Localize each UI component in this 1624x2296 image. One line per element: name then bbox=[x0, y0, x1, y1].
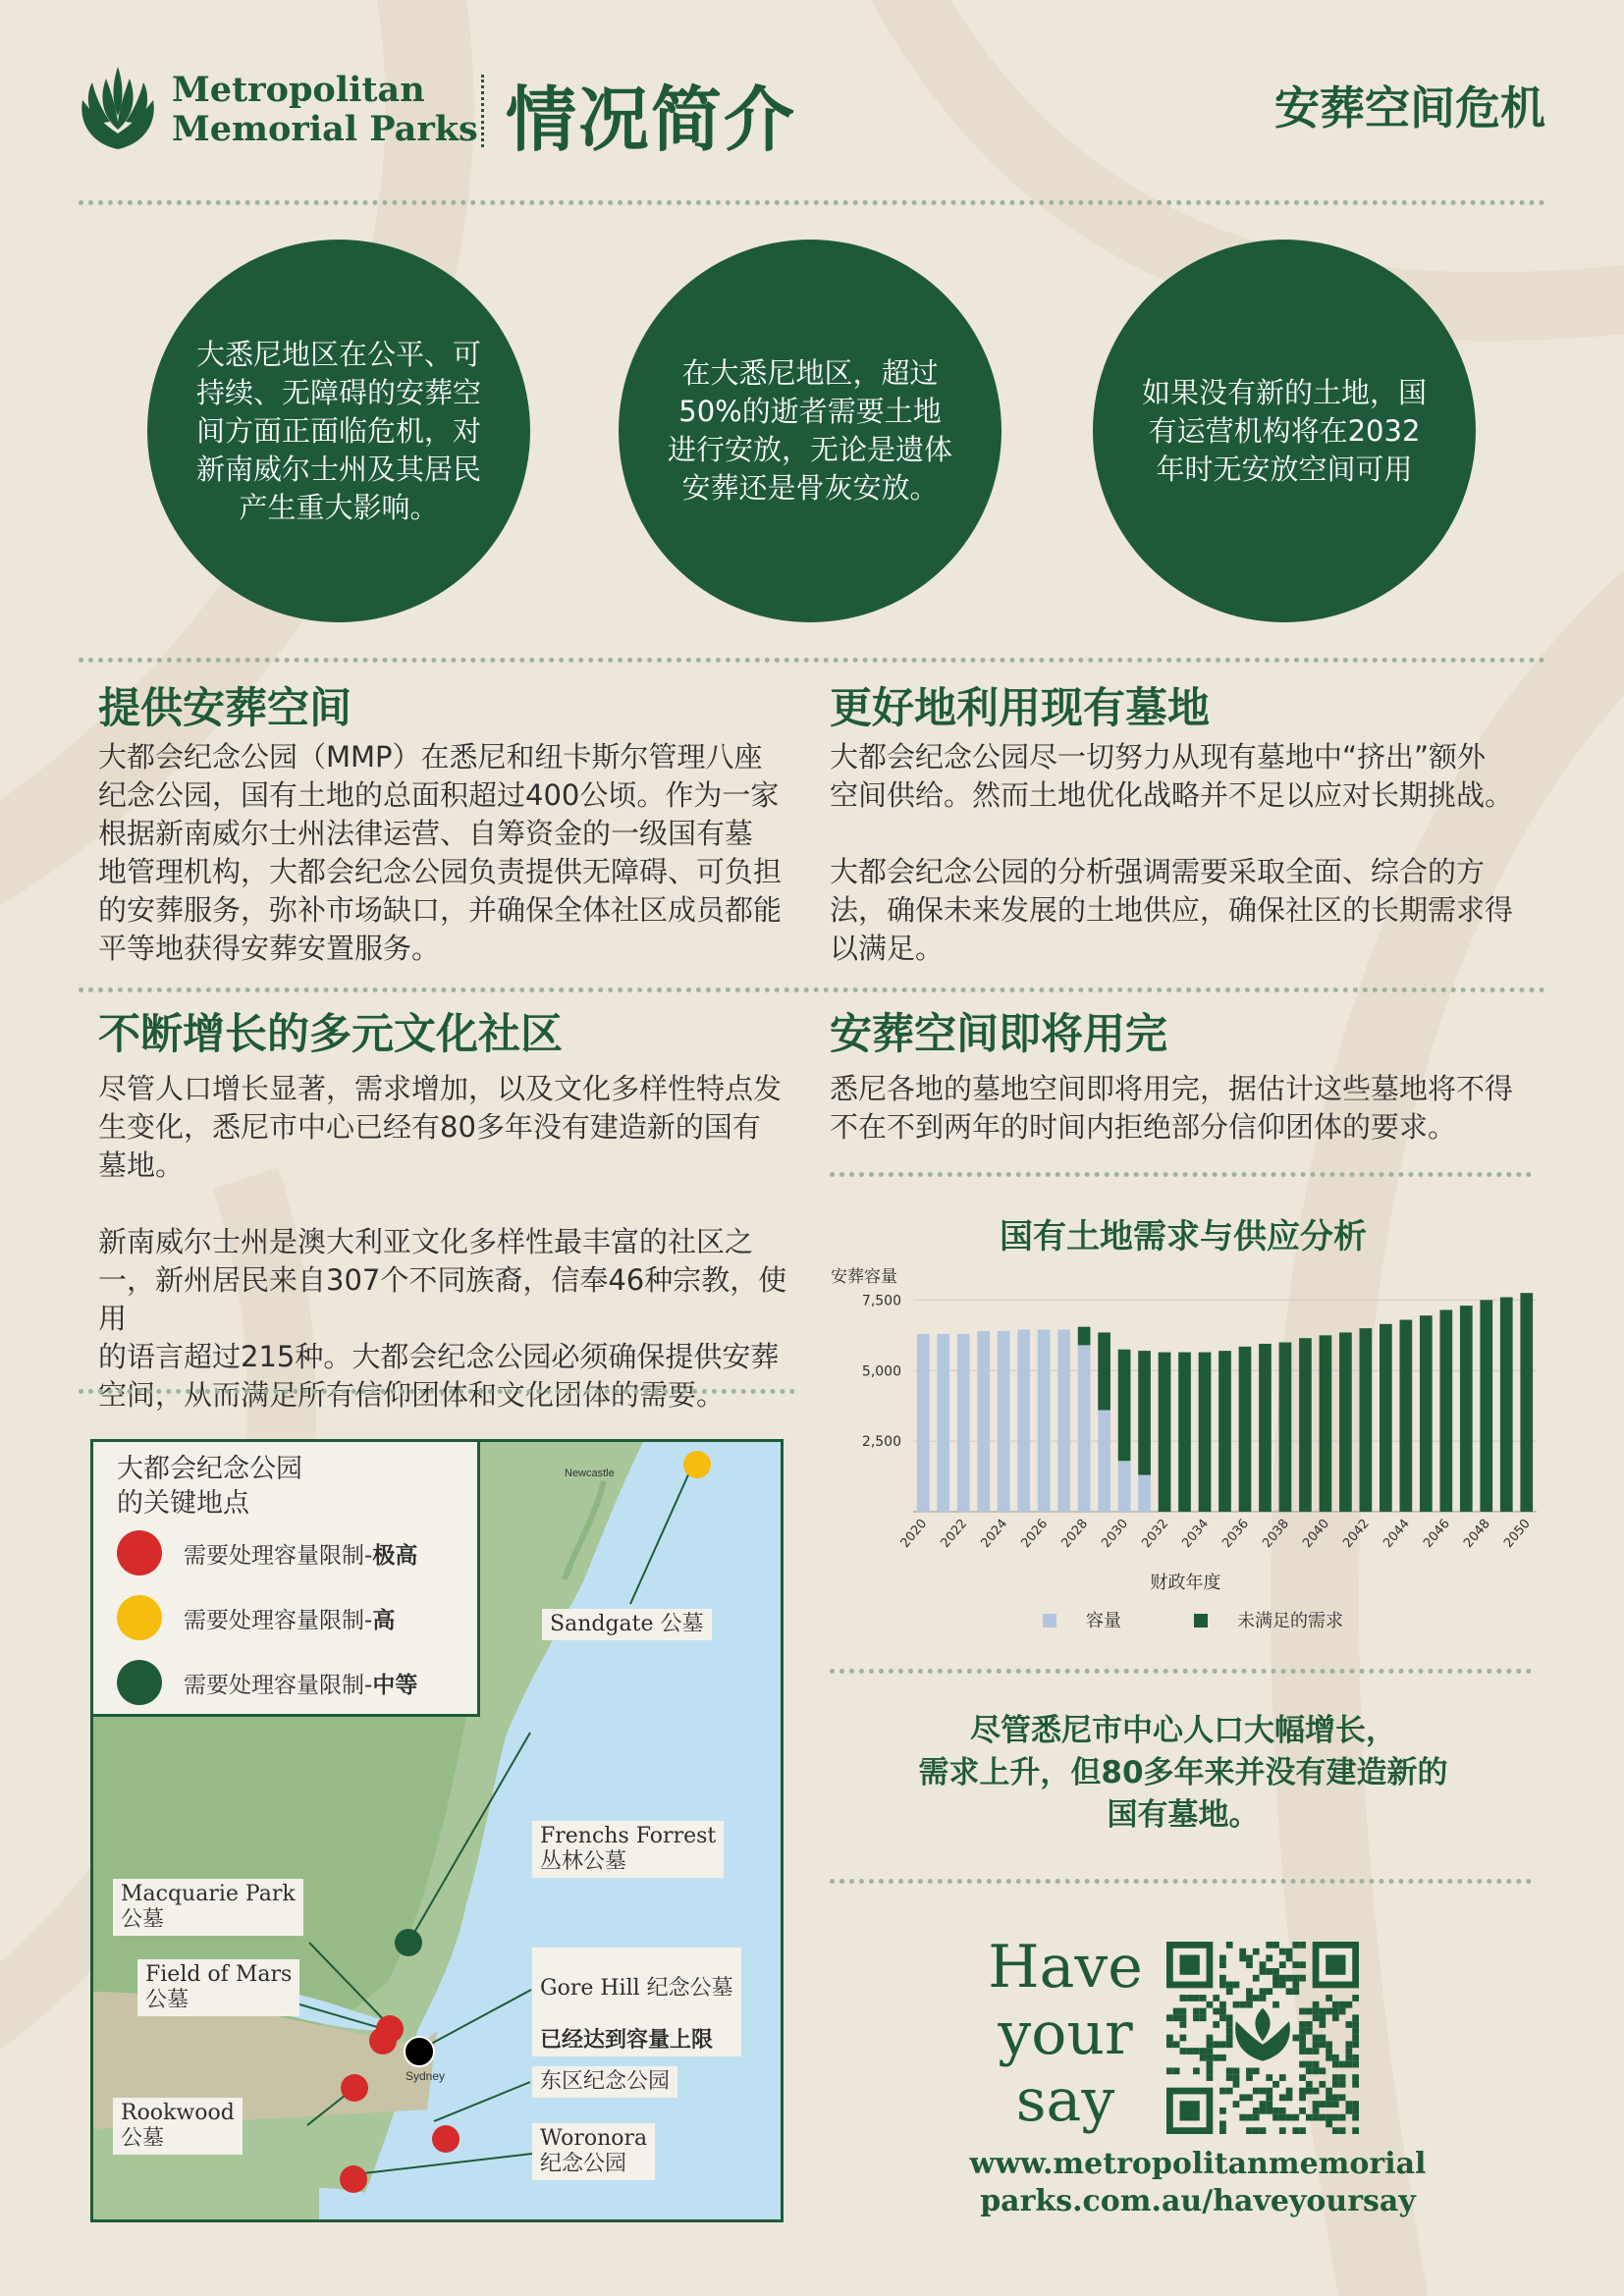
section-running-out-body: 悉尼各地的墓地空间即将用完，据估计这些墓地将不得 不在不到两年的时间内拒绝部分信仰团体的要求。 bbox=[830, 1072, 1514, 1144]
legend-level: 极高 bbox=[372, 1542, 418, 1569]
chart-x-tick-label: 2030 bbox=[1099, 1516, 1132, 1551]
chart-bar-unmet-demand-2038 bbox=[1279, 1343, 1292, 1513]
map-marker-woronora[interactable] bbox=[340, 2165, 367, 2193]
section-growing-title: 不断增长的多元文化社区 bbox=[98, 1010, 563, 1059]
dotted-divider bbox=[79, 988, 1545, 992]
fact-circle-1 bbox=[147, 240, 530, 622]
have-your-say-url[interactable]: www.metropolitanmemorial parks.com.au/haveyoursay bbox=[969, 2147, 1427, 2218]
dotted-divider bbox=[79, 1389, 795, 1394]
legend-level: 高 bbox=[372, 1607, 396, 1633]
map-label-rookwood: Rookwood 公墓 bbox=[113, 2098, 243, 2155]
map-label-gore-hill-name: Gore Hill 纪念公墓 bbox=[540, 1976, 733, 2001]
chart-x-tick-label: 2046 bbox=[1421, 1516, 1453, 1551]
map-label-field-of-mars: Field of Mars 公墓 bbox=[137, 1959, 299, 2016]
demand-supply-chart bbox=[825, 1258, 1551, 1651]
have-your-say-heading: Have your say bbox=[988, 1933, 1143, 2135]
dotted-divider bbox=[79, 200, 1545, 205]
map-legend-item-medium bbox=[117, 1650, 454, 1715]
section-provide-title: 提供安葬空间 bbox=[98, 684, 352, 733]
mmp-logo-icon bbox=[77, 65, 159, 153]
dotted-divider bbox=[830, 1172, 1532, 1177]
qr-code-icon[interactable] bbox=[1166, 1942, 1359, 2134]
map-marker-newcastle[interactable] bbox=[683, 1451, 711, 1478]
fact-circle-2 bbox=[619, 240, 1001, 622]
dotted-divider bbox=[830, 1879, 1532, 1884]
dotted-divider bbox=[830, 1669, 1532, 1674]
map-marker-gore-hill[interactable] bbox=[404, 2036, 435, 2067]
chart-x-tick-label: 2028 bbox=[1058, 1516, 1092, 1551]
map-label-frenchs-forrest: Frenchs Forrest 丛林公墓 bbox=[532, 1821, 724, 1878]
section-better-use-body: 大都会纪念公园尽一切努力从现有墓地中“挤出”额外 空间供给。然而土地优化战略并不足以应对长期挑战。 大都会纪念公园的分析强调需要采取全面、综合的方 法，确保未来发展的土地供应，确保社区的长期需求得 以满足。 bbox=[830, 740, 1514, 965]
chart-bar-capacity-2020 bbox=[917, 1334, 930, 1512]
map-marker-frenchs-forrest[interactable] bbox=[395, 1929, 422, 1956]
chart-legend-swatch bbox=[1043, 1614, 1056, 1628]
page-title: 情况简介 bbox=[506, 79, 797, 161]
chart-bar-unmet-demand-2043 bbox=[1380, 1324, 1392, 1512]
chart-bar-capacity-2029 bbox=[1098, 1411, 1110, 1513]
section-provide-body: 大都会纪念公园（MMP）在悉尼和纽卡斯尔管理八座 纪念公园，国有土地的总面积超过400公顷。作为一家 根据新南威尔士州法律运营、自筹资金的一级国有墓 地管理机构，大都会纪念公园负责提供无障碍、可负担 的安葬服务，弥补市场缺口，并确保全体社区成员都能 平等地获得安葬安置服务。 bbox=[98, 740, 783, 965]
map-label-eastern-suburbs: 东区纪念公园 bbox=[532, 2066, 677, 2098]
map-marker-field-of-mars[interactable] bbox=[369, 2027, 397, 2055]
map-legend-item-high bbox=[117, 1585, 454, 1650]
brand-name bbox=[172, 71, 478, 149]
chart-bar-unmet-demand-2039 bbox=[1299, 1338, 1312, 1512]
chart-bar-unmet-demand-2036 bbox=[1239, 1347, 1252, 1512]
map-label-gore-hill-status: 已经达到容量上限 bbox=[540, 2027, 714, 2053]
chart-bar-unmet-demand-2032 bbox=[1159, 1353, 1171, 1512]
map-marker-rookwood[interactable] bbox=[341, 2074, 368, 2102]
legend-level: 中等 bbox=[372, 1672, 418, 1698]
chart-y-axis-label: 安葬容量 bbox=[831, 1267, 897, 1287]
map-legend-title: 大都会纪念公园 的关键地点 bbox=[117, 1454, 302, 1519]
page-tag: 安葬空间危机 bbox=[1274, 81, 1545, 134]
legend-prefix: 需要处理容量限制- bbox=[184, 1542, 373, 1569]
section-growing-body: 尽管人口增长显著，需求增加，以及文化多样性特点发 生变化，悉尼市中心已经有80多年没有建造新的国有 墓地。 新南威尔士州是澳大利亚文化多样性最丰富的社区之 一，新州居民来自307个不同族裔，信奉46种宗教，使用 的语言超过215种。大都会纪念公园必须确保提供安葬 空间，从而满足所有信仰团体和文化团体的需要。 bbox=[98, 1072, 787, 1412]
chart-bar-unmet-demand-2047 bbox=[1460, 1306, 1473, 1512]
fact-circle-3 bbox=[1093, 240, 1476, 622]
chart-x-tick-label: 2020 bbox=[897, 1516, 931, 1551]
chart-x-tick-label: 2044 bbox=[1380, 1516, 1413, 1551]
chart-bar-unmet-demand-2037 bbox=[1259, 1344, 1272, 1512]
yellow-dot-icon bbox=[117, 1595, 162, 1640]
chart-bar-capacity-2026 bbox=[1038, 1330, 1051, 1512]
chart-bar-unmet-demand-2048 bbox=[1480, 1300, 1492, 1512]
chart-x-tick-label: 2040 bbox=[1300, 1516, 1332, 1551]
map-label-newcastle: Newcastle bbox=[565, 1468, 615, 1479]
chart-y-tick-label: 2,500 bbox=[861, 1434, 901, 1451]
chart-bar-unmet-demand-2049 bbox=[1500, 1298, 1513, 1513]
section-running-out-title: 安葬空间即将用完 bbox=[830, 1010, 1167, 1059]
chart-bar-unmet-demand-2044 bbox=[1400, 1320, 1413, 1513]
chart-bar-unmet-demand-2029 bbox=[1098, 1332, 1110, 1410]
pull-quote: 尽管悉尼市中心人口大幅增长， 需求上升，但80多年来并没有建造新的 国有墓地。 bbox=[918, 1713, 1448, 1833]
chart-legend-label: 未满足的需求 bbox=[1237, 1611, 1343, 1631]
chart-bar-unmet-demand-2031 bbox=[1138, 1351, 1151, 1475]
chart-bar-capacity-2023 bbox=[977, 1331, 990, 1512]
chart-bar-unmet-demand-2045 bbox=[1420, 1315, 1433, 1512]
chart-bar-unmet-demand-2035 bbox=[1218, 1351, 1231, 1512]
chart-x-tick-label: 2026 bbox=[1018, 1516, 1052, 1551]
chart-x-axis-label: 财政年度 bbox=[1150, 1573, 1221, 1593]
chart-y-tick-label: 7,500 bbox=[861, 1293, 901, 1309]
header-divider bbox=[481, 75, 484, 147]
chart-title: 国有土地需求与供应分析 bbox=[1000, 1217, 1367, 1256]
map-label-sydney: Sydney bbox=[406, 2069, 446, 2083]
chart-bar-unmet-demand-2030 bbox=[1118, 1350, 1131, 1462]
chart-x-tick-label: 2048 bbox=[1461, 1516, 1493, 1551]
chart-bar-capacity-2025 bbox=[1017, 1330, 1030, 1512]
chart-bar-capacity-2028 bbox=[1078, 1345, 1091, 1512]
chart-legend-swatch bbox=[1194, 1614, 1208, 1628]
dotted-divider bbox=[79, 658, 1545, 663]
chart-legend-label: 容量 bbox=[1086, 1611, 1121, 1631]
green-dot-icon bbox=[117, 1660, 162, 1705]
map-legend-item-extreme bbox=[117, 1521, 454, 1585]
chart-bar-unmet-demand-2041 bbox=[1339, 1332, 1352, 1512]
chart-bar-capacity-2024 bbox=[998, 1331, 1010, 1512]
chart-x-tick-label: 2036 bbox=[1219, 1516, 1253, 1551]
chart-bar-unmet-demand-2042 bbox=[1360, 1328, 1373, 1512]
chart-x-tick-label: 2024 bbox=[978, 1516, 1011, 1551]
chart-bar-unmet-demand-2034 bbox=[1199, 1353, 1212, 1512]
chart-bar-unmet-demand-2040 bbox=[1320, 1335, 1332, 1512]
chart-x-tick-label: 2042 bbox=[1340, 1516, 1373, 1551]
chart-bar-capacity-2021 bbox=[937, 1334, 949, 1512]
section-better-use-title: 更好地利用现有墓地 bbox=[830, 684, 1210, 733]
map-label-woronora: Woronora 纪念公园 bbox=[532, 2123, 655, 2180]
fact-circle-1-text: 大悉尼地区在公平、可持续、无障碍的安葬空间方面正面临危机，对新南威尔士州及其居民产生重大影响。 bbox=[196, 337, 482, 524]
chart-x-tick-label: 2038 bbox=[1260, 1516, 1293, 1551]
chart-y-tick-label: 5,000 bbox=[861, 1363, 901, 1380]
chart-bar-unmet-demand-2046 bbox=[1439, 1309, 1452, 1512]
chart-bar-capacity-2031 bbox=[1138, 1475, 1151, 1512]
map-legend bbox=[93, 1442, 480, 1717]
chart-x-tick-label: 2032 bbox=[1139, 1516, 1172, 1551]
legend-prefix: 需要处理容量限制- bbox=[184, 1607, 373, 1633]
chart-bar-unmet-demand-2033 bbox=[1178, 1353, 1191, 1512]
locations-map bbox=[90, 1439, 784, 2222]
red-dot-icon bbox=[117, 1530, 162, 1575]
map-marker-eastern-suburbs[interactable] bbox=[432, 2125, 460, 2153]
map-label-sandgate: Sandgate 公墓 bbox=[542, 1609, 712, 1640]
fact-circle-3-text: 如果没有新的土地，国有运营机构将在2032年时无安放空间可用 bbox=[1142, 375, 1428, 486]
chart-x-tick-label: 2050 bbox=[1501, 1516, 1534, 1551]
chart-bar-capacity-2027 bbox=[1057, 1330, 1070, 1512]
chart-bar-capacity-2022 bbox=[957, 1334, 970, 1512]
legend-prefix: 需要处理容量限制- bbox=[184, 1672, 373, 1698]
chart-x-tick-label: 2034 bbox=[1179, 1516, 1213, 1551]
brand-line-1: Metropolitan bbox=[172, 70, 425, 110]
chart-x-tick-label: 2022 bbox=[938, 1516, 971, 1551]
chart-bar-capacity-2030 bbox=[1118, 1461, 1131, 1512]
fact-circle-2-text: 在大悉尼地区，超过50%的逝者需要土地进行安放，无论是遗体安葬还是骨灰安放。 bbox=[668, 356, 953, 505]
chart-bar-unmet-demand-2028 bbox=[1078, 1327, 1091, 1346]
chart-bar-unmet-demand-2050 bbox=[1520, 1293, 1533, 1512]
map-label-macquarie-park: Macquarie Park 公墓 bbox=[113, 1879, 303, 1936]
brand-line-2: Memorial Parks bbox=[172, 109, 478, 149]
map-label-gore-hill bbox=[532, 1948, 741, 2056]
